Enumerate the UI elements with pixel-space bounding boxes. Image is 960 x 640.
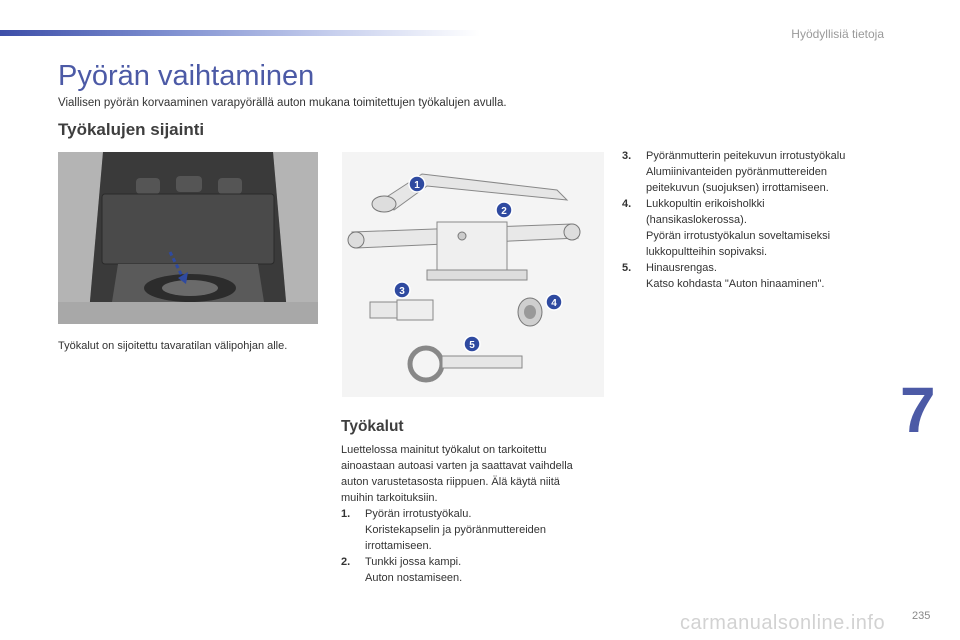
photo-caption: Työkalut on sijoitettu tavaratilan välipohjan alle. xyxy=(58,340,288,352)
callout-3 xyxy=(394,282,410,298)
tool-item-line: Tunkki jossa kampi. xyxy=(365,556,462,568)
tools-intro-line: muihin tarkoituksiin. xyxy=(341,492,438,504)
svg-text:3: 3 xyxy=(399,286,405,297)
callout-4 xyxy=(546,294,562,310)
tool-item-number: 2. xyxy=(341,556,351,568)
tool-item-number: 1. xyxy=(341,508,351,520)
tool-item-line: Lukkopultin erikoisholkki xyxy=(646,198,765,210)
tool-item-line: Pyörän irrotustyökalun soveltamiseksi xyxy=(646,230,831,242)
tool-item-1 xyxy=(341,506,609,554)
page-subtitle: Viallisen pyörän korvaaminen varapyörällä auton mukana toimitettujen työkalujen avulla. xyxy=(58,97,507,109)
tool-item-line: Alumiinivanteiden pyöränmuttereiden xyxy=(646,166,827,178)
tools-intro-line: ainoastaan autoasi varten ja saattavat vaihdella xyxy=(341,460,573,472)
callout-2 xyxy=(496,202,512,218)
tool-item-line: (hansikaslokerossa). xyxy=(646,214,747,226)
tool-item-line: Hinausrengas. xyxy=(646,262,717,274)
trunk-photo-illustration xyxy=(58,152,318,324)
tool-item-5 xyxy=(622,260,892,292)
tool-item-number: 5. xyxy=(622,262,632,274)
tool-item-line: Koristekapselin ja pyöränmuttereiden xyxy=(365,524,546,536)
tools-list-right xyxy=(622,148,892,292)
watermark: carmanualsonline.info xyxy=(680,612,886,634)
callout-5 xyxy=(464,336,480,352)
tool-item-number: 4. xyxy=(622,198,632,210)
tools-illustration xyxy=(342,152,604,397)
callout-1 xyxy=(409,176,425,192)
page-title: Pyörän vaihtaminen xyxy=(58,60,315,92)
page-number: 235 xyxy=(912,610,931,622)
tools-text xyxy=(341,442,609,586)
tools-heading: Työkalut xyxy=(341,418,404,435)
tool-item-line: Auton nostamiseen. xyxy=(365,572,463,584)
header-accent-bar xyxy=(0,30,480,36)
svg-text:2: 2 xyxy=(501,206,507,217)
tools-intro-line: Luettelossa mainitut työkalut on tarkoitettu xyxy=(341,444,547,456)
tool-item-3 xyxy=(622,148,892,196)
chapter-number: 7 xyxy=(900,374,936,446)
tool-location-heading: Työkalujen sijainti xyxy=(58,120,205,139)
tools-figure xyxy=(342,152,604,397)
tool-item-2 xyxy=(341,554,609,586)
section-header: Hyödyllisiä tietoja xyxy=(791,27,884,41)
tool-item-line: peitekuvun (suojuksen) irrottamiseen. xyxy=(646,182,829,194)
tool-item-line: Pyörän irrotustyökalu. xyxy=(365,508,472,520)
tool-item-line: irrottamiseen. xyxy=(365,540,432,552)
tool-item-line: Pyöränmutterin peitekuvun irrotustyökalu xyxy=(646,150,846,162)
tool-item-line: Katso kohdasta "Auton hinaaminen". xyxy=(646,278,825,290)
svg-text:1: 1 xyxy=(414,180,420,191)
tools-intro-line: auton varustetasosta riippuen. Älä käytä niitä xyxy=(341,476,560,488)
tool-item-4 xyxy=(622,196,892,260)
svg-text:5: 5 xyxy=(469,340,475,351)
trunk-photo xyxy=(58,152,318,324)
svg-text:4: 4 xyxy=(551,298,557,309)
tool-item-number: 3. xyxy=(622,150,632,162)
tool-item-line: lukkopultteihin sopivaksi. xyxy=(646,246,768,258)
